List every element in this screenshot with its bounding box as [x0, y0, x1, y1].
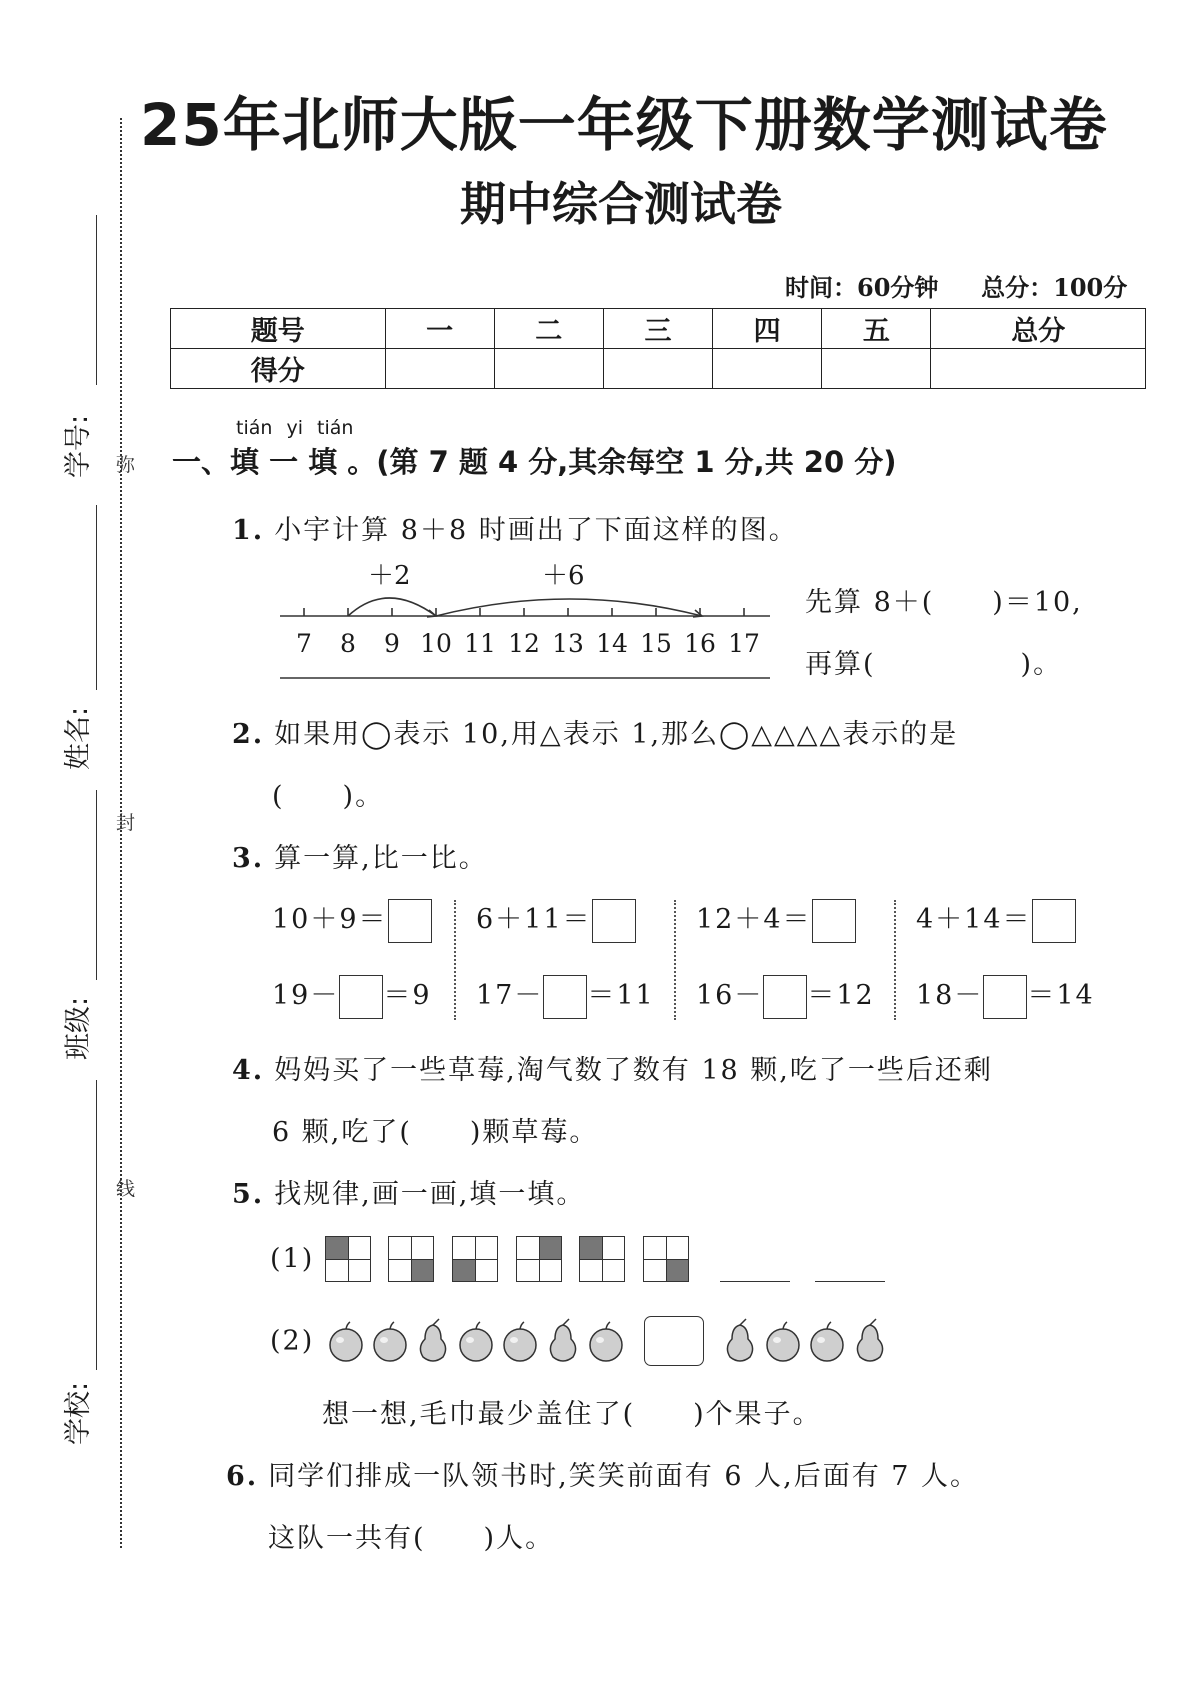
- calc-item: [272, 897, 432, 943]
- score-cell[interactable]: [603, 349, 712, 389]
- exam-time: 时间：60分钟: [785, 273, 939, 302]
- calc-item: [272, 973, 432, 1019]
- score-header-cell: 四: [713, 309, 822, 349]
- score-cell[interactable]: [713, 349, 822, 389]
- pattern-label: (2): [270, 1325, 315, 1357]
- score-header-cell: 五: [822, 309, 931, 349]
- student-id-label: 学号:: [63, 414, 94, 478]
- answer-box[interactable]: [339, 975, 383, 1019]
- calc-expr: 4＋14＝: [916, 904, 1032, 935]
- number-line-tick-label: 10: [420, 629, 452, 658]
- number-line-tick-label: 13: [552, 629, 584, 658]
- calc-expr: ＝9: [383, 980, 432, 1011]
- exam-total: 总分：100分: [981, 273, 1128, 302]
- number-line-tick-label: 7: [296, 629, 312, 658]
- score-row-label: 得分: [171, 349, 386, 389]
- question-5: [232, 1172, 585, 1211]
- section-pinyin: tián yi tián: [236, 417, 354, 439]
- pattern-2: [270, 1316, 892, 1366]
- score-cell[interactable]: [931, 349, 1146, 389]
- score-table-score-row: [171, 349, 1146, 389]
- grid-square: [579, 1236, 625, 1282]
- name-blank[interactable]: [96, 505, 97, 690]
- question-text: 找规律,画一画,填一填。: [274, 1179, 586, 1210]
- score-cell[interactable]: [385, 349, 494, 389]
- score-header-cell: 三: [603, 309, 712, 349]
- answer-box[interactable]: [543, 975, 587, 1019]
- student-id-blank[interactable]: [96, 215, 97, 385]
- question-2: [232, 712, 958, 751]
- score-table-header-row: [171, 309, 1146, 349]
- calc-expr: 12＋4＝: [696, 904, 812, 935]
- question-number: 4.: [232, 1055, 265, 1086]
- question-5-hint: 想一想,毛巾最少盖住了( )个果子。: [322, 1399, 822, 1430]
- answer-blank[interactable]: [720, 1251, 790, 1282]
- apple-icon: [455, 1318, 497, 1364]
- fruit-row: [325, 1325, 629, 1356]
- binding-char-feng: 封: [116, 812, 136, 834]
- calc-expr: 16－: [696, 980, 764, 1011]
- pear-icon: [413, 1317, 453, 1365]
- school-label: 学校:: [63, 1381, 94, 1445]
- answer-box[interactable]: [592, 899, 636, 943]
- apple-icon: [369, 1318, 411, 1364]
- pear-icon: [543, 1317, 583, 1365]
- question-text: 妈妈买了一些草莓,淘气数了数有 18 颗,吃了一些后还剩: [274, 1055, 993, 1086]
- question-6: [226, 1454, 979, 1493]
- jump-label-plus6: ＋6: [542, 561, 585, 591]
- number-line-tick-label: 14: [596, 629, 628, 658]
- apple-icon: [499, 1318, 541, 1364]
- grid-square: [325, 1236, 371, 1282]
- question-text: 小宇计算 8＋8 时画出了下面这样的图。: [274, 515, 798, 546]
- number-line-tick-label: 12: [508, 629, 540, 658]
- calc-expr: 6＋11＝: [476, 904, 592, 935]
- question-number: 1.: [232, 515, 265, 546]
- grid-square: [388, 1236, 434, 1282]
- calc-expr: 18－: [916, 980, 984, 1011]
- answer-box[interactable]: [812, 899, 856, 943]
- score-table: [170, 308, 1146, 389]
- name-label: 姓名:: [63, 706, 94, 770]
- calc-expr: ＝12: [807, 980, 875, 1011]
- answer-box[interactable]: [388, 899, 432, 943]
- calc-item: [916, 973, 1095, 1019]
- pear-icon: [850, 1317, 890, 1365]
- calc-item: [696, 973, 875, 1019]
- calc-expr: ＝14: [1027, 980, 1095, 1011]
- score-cell[interactable]: [494, 349, 603, 389]
- class-label: 班级:: [63, 996, 94, 1060]
- q1-answer-line-a: 先算 8＋( )＝10,: [805, 587, 1083, 618]
- apple-icon: [585, 1318, 627, 1364]
- question-3: [232, 836, 488, 875]
- answer-box[interactable]: [763, 975, 807, 1019]
- grid-square: [452, 1236, 498, 1282]
- number-line-tick-label: 11: [464, 629, 496, 658]
- question-1: [232, 508, 798, 547]
- question-text: 如果用◯表示 10,用△表示 1,那么◯△△△△表示的是: [274, 719, 959, 750]
- column-divider: [674, 900, 676, 1020]
- number-line-tick-label: 15: [640, 629, 672, 658]
- calc-expr: 10＋9＝: [272, 904, 388, 935]
- question-text: 算一算,比一比。: [274, 843, 488, 874]
- number-line-tick-label: 8: [340, 629, 356, 658]
- question-6-answer: 这队一共有( )人。: [268, 1523, 555, 1554]
- binding-char-mi: 弥: [116, 454, 136, 476]
- page-title: 25年北师大版一年级下册数学测试卷: [140, 91, 1108, 159]
- q1-answer-line-b: 再算( )。: [805, 649, 1063, 680]
- number-line-tick-label: 9: [384, 629, 400, 658]
- score-header-cell: 题号: [171, 309, 386, 349]
- pear-icon: [720, 1317, 760, 1365]
- calc-item: [916, 897, 1076, 943]
- score-header-cell: 总分: [931, 309, 1146, 349]
- question-4: [232, 1048, 993, 1087]
- question-text: 同学们排成一队领书时,笑笑前面有 6 人,后面有 7 人。: [268, 1461, 980, 1492]
- question-2-answer: ( )。: [272, 781, 385, 812]
- pattern-1: [270, 1236, 885, 1282]
- calc-expr: 19－: [272, 980, 340, 1011]
- towel-icon: [644, 1316, 704, 1366]
- number-line-tick-label: 17: [728, 629, 760, 658]
- question-number: 3.: [232, 843, 265, 874]
- calc-item: [476, 897, 636, 943]
- fruit-row: [720, 1325, 892, 1356]
- question-4-answer: 6 颗,吃了( )颗草莓。: [272, 1117, 599, 1148]
- score-header-cell: 一: [385, 309, 494, 349]
- calc-item: [696, 897, 856, 943]
- jump-label-plus2: ＋2: [368, 561, 411, 591]
- exam-meta: [785, 268, 1127, 303]
- school-blank[interactable]: [96, 1080, 97, 1370]
- column-divider: [894, 900, 896, 1020]
- question-number: 2.: [232, 719, 265, 750]
- grid-square: [643, 1236, 689, 1282]
- pattern-label: (1): [270, 1243, 315, 1275]
- class-blank[interactable]: [96, 790, 97, 980]
- question-number: 6.: [226, 1461, 259, 1492]
- calc-item: [476, 973, 655, 1019]
- page-subtitle: 期中综合测试卷: [460, 177, 782, 231]
- number-line-tick-label: 16: [684, 629, 716, 658]
- answer-box[interactable]: [1032, 899, 1076, 943]
- number-line-diagram: [270, 560, 780, 685]
- jump-arc-plus6: [436, 599, 702, 616]
- apple-icon: [325, 1318, 367, 1364]
- section-heading: 一、填 一 填 。(第 7 题 4 分,其余每空 1 分,共 20 分): [172, 445, 897, 479]
- answer-box[interactable]: [983, 975, 1027, 1019]
- apple-icon: [806, 1318, 848, 1364]
- question-number: 5.: [232, 1179, 265, 1210]
- score-cell[interactable]: [822, 349, 931, 389]
- column-divider: [454, 900, 456, 1020]
- apple-icon: [762, 1318, 804, 1364]
- binding-char-xian: 线: [116, 1178, 136, 1200]
- calc-expr: 17－: [476, 980, 544, 1011]
- answer-blank[interactable]: [815, 1251, 885, 1282]
- grid-square: [516, 1236, 562, 1282]
- calc-expr: ＝11: [587, 980, 655, 1011]
- score-header-cell: 二: [494, 309, 603, 349]
